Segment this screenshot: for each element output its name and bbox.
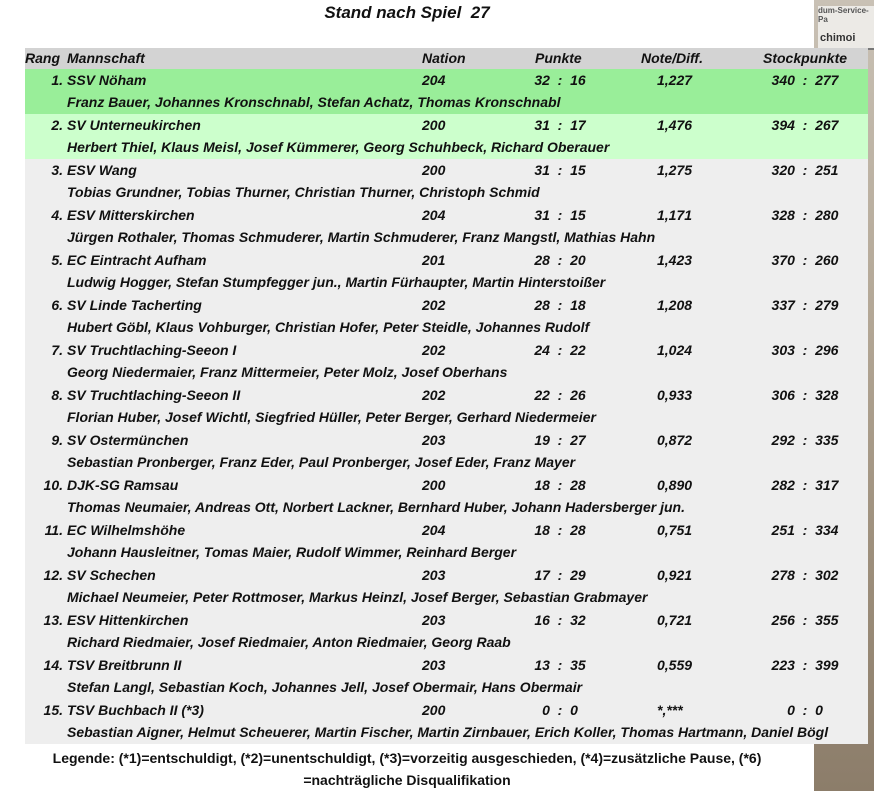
team-stockpunkte: 337 : 279 — [771, 297, 839, 313]
team-note: 1,275 — [657, 162, 693, 178]
team-name: ESV Hittenkirchen — [67, 612, 189, 628]
team-stockpunkte: 251 : 334 — [771, 522, 839, 538]
team-stockpunkte: 306 : 328 — [771, 387, 839, 403]
team-note: 0,559 — [657, 657, 693, 673]
team-nation: 204 — [422, 207, 446, 223]
team-nation: 202 — [422, 387, 446, 403]
team-name: SV Truchtlaching-Seeon I — [67, 342, 237, 358]
team-note: 0,872 — [657, 432, 693, 448]
legend-line-1: Legende: (*1)=entschuldigt, (*2)=unentschuldigt, (*3)=vorzeitig ausgeschieden, (*4)=zusätzliche Pause, (*6) — [52, 750, 762, 766]
team-rank: 3. — [51, 162, 63, 178]
header-nation: Nation — [422, 50, 466, 66]
team-stockpunkte: 223 : 399 — [771, 657, 839, 673]
table-row — [25, 159, 868, 204]
team-rank: 14. — [43, 657, 63, 673]
team-rank: 15. — [43, 702, 63, 718]
team-name: SV Unterneukirchen — [67, 117, 201, 133]
table-row — [25, 609, 868, 654]
header-stockpunkte: Stockpunkte — [763, 50, 848, 66]
header-mannschaft: Mannschaft — [67, 50, 145, 66]
team-points: 22 : 26 — [534, 387, 586, 403]
team-stockpunkte: 278 : 302 — [771, 567, 839, 583]
table-row — [25, 249, 868, 294]
team-stockpunkte: 303 : 296 — [771, 342, 839, 358]
team-rank: 13. — [43, 612, 63, 628]
team-rank: 8. — [51, 387, 63, 403]
team-nation: 202 — [422, 342, 446, 358]
team-rank: 12. — [43, 567, 63, 583]
team-players: Hubert Göbl, Klaus Vohburger, Christian Hofer, Peter Steidle, Johannes Rudolf — [67, 319, 590, 335]
team-name: TSV Buchbach II (*3) — [67, 702, 204, 718]
team-note: *,*** — [657, 702, 683, 718]
background-sign-text: dum-Service-Pa — [818, 6, 869, 24]
team-note: 0,890 — [657, 477, 693, 493]
background-sign-text-2: chimoi — [820, 32, 856, 44]
header-note: Note/Diff. — [641, 50, 703, 66]
team-nation: 204 — [422, 522, 446, 538]
team-players: Richard Riedmaier, Josef Riedmaier, Anton Riedmaier, Georg Raab — [67, 634, 511, 650]
team-points: 17 : 29 — [534, 567, 586, 583]
team-points: 31 : 15 — [534, 162, 586, 178]
team-nation: 203 — [422, 567, 446, 583]
team-note: 0,921 — [657, 567, 693, 583]
team-points: 31 : 15 — [534, 207, 586, 223]
table-row — [25, 384, 868, 429]
team-players: Florian Huber, Josef Wichtl, Siegfried Hüller, Peter Berger, Gerhard Niedermeier — [67, 409, 596, 425]
team-note: 0,751 — [657, 522, 693, 538]
table-row — [25, 654, 868, 699]
team-note: 1,171 — [657, 207, 693, 223]
team-stockpunkte: 0 : 0 — [787, 702, 823, 718]
team-points: 16 : 32 — [534, 612, 586, 628]
table-row — [25, 519, 868, 564]
team-stockpunkte: 256 : 355 — [771, 612, 839, 628]
table-row — [25, 474, 868, 519]
team-nation: 203 — [422, 432, 446, 448]
team-note: 0,933 — [657, 387, 693, 403]
team-nation: 204 — [422, 72, 446, 88]
background-sign — [818, 6, 874, 50]
team-nation: 203 — [422, 612, 446, 628]
table-row — [25, 564, 868, 609]
team-points: 28 : 18 — [534, 297, 586, 313]
table-row — [25, 204, 868, 249]
table-row — [25, 429, 868, 474]
team-stockpunkte: 394 : 267 — [771, 117, 839, 133]
team-name: SV Ostermünchen — [67, 432, 189, 448]
team-rank: 7. — [51, 342, 63, 358]
team-points: 28 : 20 — [534, 252, 586, 268]
team-rank: 9. — [51, 432, 63, 448]
team-nation: 202 — [422, 297, 446, 313]
table-row — [25, 114, 868, 159]
team-name: SSV Nöham — [67, 72, 147, 88]
header-punkte: Punkte — [535, 50, 582, 66]
team-name: SV Linde Tacherting — [67, 297, 202, 313]
team-stockpunkte: 340 : 277 — [771, 72, 839, 88]
team-players: Ludwig Hogger, Stefan Stumpfegger jun., Martin Fürhaupter, Martin Hinterstoißer — [67, 274, 606, 290]
team-note: 1,476 — [657, 117, 693, 133]
team-nation: 200 — [422, 162, 446, 178]
team-players: Georg Niedermaier, Franz Mittermeier, Peter Molz, Josef Oberhans — [67, 364, 508, 380]
team-name: ESV Mitterskirchen — [67, 207, 195, 223]
team-points: 13 : 35 — [534, 657, 586, 673]
team-players: Jürgen Rothaler, Thomas Schmuderer, Martin Schmuderer, Franz Mangstl, Mathias Hahn — [67, 229, 656, 245]
team-name: ESV Wang — [67, 162, 137, 178]
team-stockpunkte: 370 : 260 — [771, 252, 839, 268]
team-stockpunkte: 320 : 251 — [771, 162, 839, 178]
team-players: Stefan Langl, Sebastian Koch, Johannes Jell, Josef Obermair, Hans Obermair — [67, 679, 583, 695]
team-points: 32 : 16 — [534, 72, 586, 88]
legend — [0, 747, 814, 791]
team-nation: 201 — [422, 252, 446, 268]
team-name: TSV Breitbrunn II — [67, 657, 182, 673]
team-players: Herbert Thiel, Klaus Meisl, Josef Kümmerer, Georg Schuhbeck, Richard Oberauer — [67, 139, 610, 155]
team-name: EC Eintracht Aufham — [67, 252, 207, 268]
team-name: SV Schechen — [67, 567, 156, 583]
team-stockpunkte: 292 : 335 — [771, 432, 839, 448]
team-name: SV Truchtlaching-Seeon II — [67, 387, 241, 403]
team-name: DJK-SG Ramsau — [67, 477, 179, 493]
team-rank: 11. — [44, 522, 63, 538]
team-players: Michael Neumeier, Peter Rottmoser, Markus Heinzl, Josef Berger, Sebastian Grabmayer — [67, 589, 648, 605]
team-players: Sebastian Pronberger, Franz Eder, Paul Pronberger, Josef Eder, Franz Mayer — [67, 454, 576, 470]
team-name: EC Wilhelmshöhe — [67, 522, 186, 538]
team-rank: 5. — [51, 252, 63, 268]
team-stockpunkte: 328 : 280 — [771, 207, 839, 223]
team-note: 1,024 — [657, 342, 693, 358]
team-rank: 2. — [51, 117, 63, 133]
page-title: Stand nach Spiel 27 — [324, 3, 490, 22]
team-note: 1,423 — [657, 252, 693, 268]
team-nation: 200 — [422, 702, 446, 718]
team-players: Johann Hausleitner, Tomas Maier, Rudolf Wimmer, Reinhard Berger — [67, 544, 517, 560]
table-header — [25, 48, 868, 69]
team-note: 1,208 — [657, 297, 693, 313]
team-rank: 4. — [51, 207, 63, 223]
team-rank: 6. — [51, 297, 63, 313]
team-players: Franz Bauer, Johannes Kronschnabl, Stefan Achatz, Thomas Kronschnabl — [67, 94, 561, 110]
team-nation: 200 — [422, 117, 446, 133]
team-note: 1,227 — [657, 72, 693, 88]
team-rank: 1. — [51, 72, 63, 88]
table-row — [25, 294, 868, 339]
team-note: 0,721 — [657, 612, 693, 628]
table-row — [25, 69, 868, 114]
team-nation: 203 — [422, 657, 446, 673]
table-row — [25, 339, 868, 384]
legend-line-2: =nachträgliche Disqualifikation — [303, 772, 511, 788]
team-players: Sebastian Aigner, Helmut Scheuerer, Martin Fischer, Martin Zirnbauer, Erich Koller, Thomas Hartmann, Daniel Bögl — [67, 724, 829, 740]
team-players: Thomas Neumaier, Andreas Ott, Norbert Lackner, Bernhard Huber, Johann Hadersberger jun. — [67, 499, 685, 515]
header-rang: Rang — [25, 50, 60, 66]
team-rank: 10. — [43, 477, 63, 493]
team-points: 0 : 0 — [542, 702, 578, 718]
team-nation: 200 — [422, 477, 446, 493]
team-points: 24 : 22 — [534, 342, 586, 358]
table-row — [25, 699, 868, 744]
team-points: 18 : 28 — [534, 477, 586, 493]
team-stockpunkte: 282 : 317 — [771, 477, 839, 493]
team-points: 31 : 17 — [534, 117, 586, 133]
team-points: 19 : 27 — [534, 432, 586, 448]
team-points: 18 : 28 — [534, 522, 586, 538]
team-players: Tobias Grundner, Tobias Thurner, Christian Thurner, Christoph Schmid — [67, 184, 540, 200]
standings-table — [25, 69, 868, 744]
